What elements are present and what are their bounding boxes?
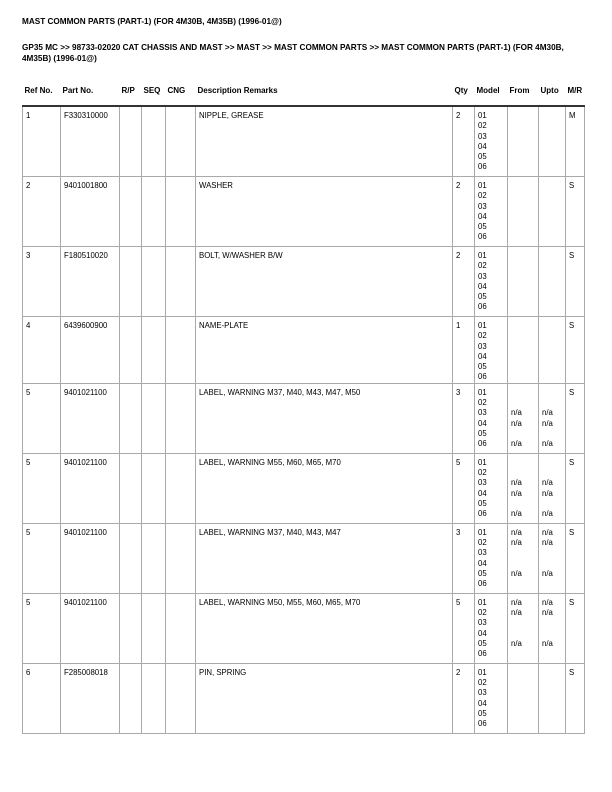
from-line [511, 292, 535, 302]
from-line: n/a [511, 597, 522, 607]
rp-cell [120, 593, 142, 663]
seq-cell [142, 523, 166, 593]
qty: 2 [453, 247, 475, 317]
model-line: 04 [478, 628, 487, 638]
model-line: 01 [478, 597, 487, 607]
from-line [511, 388, 535, 398]
mr: S [566, 177, 585, 247]
rp-cell [120, 247, 142, 317]
col-ref: Ref No. [23, 86, 61, 106]
mr: S [566, 383, 585, 453]
rp-cell [120, 663, 142, 733]
cng-cell [166, 453, 196, 523]
upto [539, 453, 566, 523]
description: BOLT, W/WASHER B/W [196, 247, 453, 317]
upto-line [542, 429, 562, 439]
from-line [511, 668, 535, 678]
model-line: 03 [478, 131, 487, 141]
from [508, 663, 539, 733]
from-line [511, 699, 535, 709]
rp-cell [120, 453, 142, 523]
cng-cell [166, 106, 196, 177]
table-row [23, 663, 585, 733]
from-line: n/a [511, 608, 522, 618]
parts-table [22, 86, 585, 734]
from [508, 383, 539, 453]
model-line: 01 [478, 527, 487, 537]
from-line [511, 121, 535, 131]
rp-cell [120, 523, 142, 593]
from-line: n/a [511, 408, 522, 418]
from-line [511, 342, 535, 352]
upto-line [542, 699, 562, 709]
from-line: n/a [511, 439, 522, 449]
from-line [511, 398, 535, 408]
mr: M [566, 106, 585, 177]
upto [539, 593, 566, 663]
col-part: Part No. [61, 86, 120, 106]
cng-cell [166, 593, 196, 663]
ref-no: 2 [23, 177, 61, 247]
model [475, 593, 508, 663]
from-line: n/a [511, 568, 522, 578]
part-no: 6439600900 [61, 317, 120, 384]
upto-line [542, 292, 562, 302]
ref-no: 3 [23, 247, 61, 317]
upto-line: n/a [542, 538, 553, 548]
from-line [511, 458, 535, 468]
model-line: 05 [478, 222, 487, 232]
qty: 2 [453, 106, 475, 177]
model-line: 02 [478, 398, 487, 408]
upto-line [542, 232, 562, 242]
upto-line [542, 121, 562, 131]
from-line: n/a [511, 488, 522, 498]
upto-line [542, 331, 562, 341]
upto-line [542, 222, 562, 232]
model-line: 06 [478, 372, 487, 382]
ref-no: 5 [23, 523, 61, 593]
upto-line [542, 272, 562, 282]
description: LABEL, WARNING M37, M40, M43, M47, M50 [196, 383, 453, 453]
from-line [511, 649, 535, 659]
model-line: 03 [478, 341, 487, 351]
table-row [23, 177, 585, 247]
from-line [511, 618, 535, 628]
model-line: 04 [478, 698, 487, 708]
model-line: 04 [478, 281, 487, 291]
upto [539, 317, 566, 384]
upto [539, 106, 566, 177]
qty: 3 [453, 383, 475, 453]
from-line [511, 629, 535, 639]
col-model: Model [475, 86, 508, 106]
part-no: F330310000 [61, 106, 120, 177]
upto [539, 523, 566, 593]
col-mr: M/R [566, 86, 585, 106]
upto-line [542, 678, 562, 688]
seq-cell [142, 317, 166, 384]
model-line: 06 [478, 579, 487, 589]
table-row [23, 523, 585, 593]
model-line: 04 [478, 211, 487, 221]
upto [539, 663, 566, 733]
qty: 3 [453, 523, 475, 593]
from-line [511, 132, 535, 142]
from-line [511, 321, 535, 331]
upto-line [542, 559, 562, 569]
col-desc: Description Remarks [196, 86, 453, 106]
model [475, 523, 508, 593]
model-line: 04 [478, 488, 487, 498]
model-line: 02 [478, 121, 487, 131]
model [475, 177, 508, 247]
from-line: n/a [511, 638, 522, 648]
model-line: 01 [478, 387, 487, 397]
model-line: 05 [478, 568, 487, 578]
from-line [511, 468, 535, 478]
table-row [23, 106, 585, 177]
from-line [511, 251, 535, 261]
model-line: 04 [478, 351, 487, 361]
model-line: 01 [478, 111, 487, 120]
from [508, 106, 539, 177]
from-line [511, 499, 535, 509]
mr: S [566, 317, 585, 384]
model-line: 03 [478, 408, 487, 418]
table-header [23, 86, 585, 106]
cng-cell [166, 177, 196, 247]
description: LABEL, WARNING M55, M60, M65, M70 [196, 453, 453, 523]
qty: 5 [453, 453, 475, 523]
model-line: 06 [478, 302, 487, 312]
from-line [511, 232, 535, 242]
upto-line [542, 352, 562, 362]
upto-line [542, 548, 562, 558]
upto-line [542, 251, 562, 261]
upto-line: n/a [542, 408, 553, 418]
from-line [511, 152, 535, 162]
seq-cell [142, 247, 166, 317]
model-line: 03 [478, 688, 487, 698]
from-line [511, 181, 535, 191]
from-line: n/a [511, 418, 522, 428]
description: LABEL, WARNING M50, M55, M60, M65, M70 [196, 593, 453, 663]
upto-line [542, 579, 562, 589]
upto-line [542, 302, 562, 312]
from-line [511, 362, 535, 372]
upto-line [542, 142, 562, 152]
model-line: 02 [478, 678, 487, 688]
mr: S [566, 247, 585, 317]
upto [539, 247, 566, 317]
seq-cell [142, 106, 166, 177]
upto-line [542, 398, 562, 408]
from-line [511, 302, 535, 312]
page-title: MAST COMMON PARTS (PART-1) (FOR 4M30B, 4M35B) (1996-01@) [22, 17, 282, 26]
upto-line [542, 458, 562, 468]
from-line [511, 202, 535, 212]
upto [539, 177, 566, 247]
from-line [511, 429, 535, 439]
model-line: 02 [478, 261, 487, 271]
qty: 2 [453, 663, 475, 733]
cng-cell [166, 247, 196, 317]
part-no: 9401001800 [61, 177, 120, 247]
table-row [23, 593, 585, 663]
model-line: 02 [478, 331, 487, 341]
upto-line [542, 162, 562, 172]
model-line: 05 [478, 498, 487, 508]
from [508, 247, 539, 317]
from-line [511, 579, 535, 589]
breadcrumb: GP35 MC >> 98733-02020 CAT CHASSIS AND MAST >> MAST >> MAST COMMON PARTS >> MAST COMMON PARTS (PART-1) (FOR 4M30B, 4M35B) (1996-01@) [22, 43, 564, 63]
upto-line: n/a [542, 488, 553, 498]
upto-line [542, 261, 562, 271]
upto-line [542, 132, 562, 142]
from-line [511, 261, 535, 271]
from-line [511, 111, 535, 121]
model [475, 106, 508, 177]
seq-cell [142, 177, 166, 247]
ref-no: 1 [23, 106, 61, 177]
model-line: 02 [478, 538, 487, 548]
upto-line: n/a [542, 509, 553, 519]
upto-line [542, 688, 562, 698]
cng-cell [166, 663, 196, 733]
from-line [511, 548, 535, 558]
from-line [511, 162, 535, 172]
upto-line: n/a [542, 418, 553, 428]
model-line: 01 [478, 321, 487, 330]
mr: S [566, 453, 585, 523]
upto-line [542, 321, 562, 331]
upto-line [542, 202, 562, 212]
from-line [511, 191, 535, 201]
model [475, 663, 508, 733]
upto [539, 383, 566, 453]
from [508, 177, 539, 247]
ref-no: 6 [23, 663, 61, 733]
table-row [23, 383, 585, 453]
part-no: 9401021100 [61, 383, 120, 453]
model-line: 04 [478, 418, 487, 428]
upto-line [542, 649, 562, 659]
cng-cell [166, 383, 196, 453]
from-line: n/a [511, 478, 522, 488]
description: PIN, SPRING [196, 663, 453, 733]
seq-cell [142, 453, 166, 523]
upto-line [542, 191, 562, 201]
seq-cell [142, 383, 166, 453]
model [475, 247, 508, 317]
rp-cell [120, 317, 142, 384]
description: WASHER [196, 177, 453, 247]
upto-line: n/a [542, 439, 553, 449]
from-line [511, 559, 535, 569]
rp-cell [120, 106, 142, 177]
model-line: 03 [478, 201, 487, 211]
from-line [511, 222, 535, 232]
upto-line [542, 372, 562, 382]
model-line: 06 [478, 719, 487, 729]
col-seq: SEQ [142, 86, 166, 106]
upto-line [542, 719, 562, 729]
model-line: 01 [478, 181, 487, 190]
description: LABEL, WARNING M37, M40, M43, M47 [196, 523, 453, 593]
ref-no: 5 [23, 383, 61, 453]
from [508, 523, 539, 593]
upto-line [542, 111, 562, 121]
from-line [511, 719, 535, 729]
model-line: 06 [478, 509, 487, 519]
from-line: n/a [511, 527, 522, 537]
seq-cell [142, 593, 166, 663]
model-line: 05 [478, 292, 487, 302]
description: NIPPLE, GREASE [196, 106, 453, 177]
model-line: 04 [478, 141, 487, 151]
model-line: 05 [478, 152, 487, 162]
table-row [23, 317, 585, 384]
ref-no: 4 [23, 317, 61, 384]
upto-line [542, 618, 562, 628]
upto-line [542, 388, 562, 398]
part-no: F180510020 [61, 247, 120, 317]
description: NAME-PLATE [196, 317, 453, 384]
upto-line [542, 629, 562, 639]
from-line [511, 272, 535, 282]
upto-line [542, 709, 562, 719]
model-line: 01 [478, 667, 487, 677]
mr: S [566, 663, 585, 733]
seq-cell [142, 663, 166, 733]
model-line: 02 [478, 468, 487, 478]
upto-line [542, 212, 562, 222]
upto-line: n/a [542, 527, 553, 537]
col-from: From [508, 86, 539, 106]
model-line: 06 [478, 439, 487, 449]
model [475, 453, 508, 523]
model-line: 01 [478, 457, 487, 467]
model-line: 06 [478, 649, 487, 659]
model-line: 03 [478, 271, 487, 281]
upto-line [542, 668, 562, 678]
mr: S [566, 593, 585, 663]
from-line [511, 678, 535, 688]
upto-line: n/a [542, 568, 553, 578]
col-qty: Qty [453, 86, 475, 106]
model-line: 05 [478, 428, 487, 438]
model-line: 03 [478, 548, 487, 558]
upto-line [542, 362, 562, 372]
upto-line [542, 342, 562, 352]
model-line: 06 [478, 232, 487, 242]
table-row [23, 247, 585, 317]
rp-cell [120, 383, 142, 453]
part-no: F285008018 [61, 663, 120, 733]
model [475, 383, 508, 453]
model-line: 05 [478, 638, 487, 648]
col-upto: Upto [539, 86, 566, 106]
upto-line: n/a [542, 597, 553, 607]
model-line: 05 [478, 362, 487, 372]
upto-line: n/a [542, 478, 553, 488]
upto-line [542, 499, 562, 509]
model [475, 317, 508, 384]
ref-no: 5 [23, 593, 61, 663]
model-line: 06 [478, 162, 487, 172]
qty: 5 [453, 593, 475, 663]
ref-no: 5 [23, 453, 61, 523]
col-rp: R/P [120, 86, 142, 106]
from [508, 317, 539, 384]
model-line: 05 [478, 708, 487, 718]
model-line: 02 [478, 608, 487, 618]
from-line: n/a [511, 538, 522, 548]
from-line [511, 282, 535, 292]
cng-cell [166, 317, 196, 384]
part-no: 9401021100 [61, 453, 120, 523]
from-line [511, 352, 535, 362]
from-line [511, 709, 535, 719]
upto-line [542, 282, 562, 292]
from-line [511, 372, 535, 382]
from-line [511, 142, 535, 152]
part-no: 9401021100 [61, 523, 120, 593]
table-row [23, 453, 585, 523]
upto-line [542, 468, 562, 478]
cng-cell [166, 523, 196, 593]
upto-line: n/a [542, 608, 553, 618]
model-line: 02 [478, 191, 487, 201]
model-line: 03 [478, 478, 487, 488]
model-line: 04 [478, 558, 487, 568]
rp-cell [120, 177, 142, 247]
model-line: 01 [478, 251, 487, 260]
qty: 2 [453, 177, 475, 247]
mr: S [566, 523, 585, 593]
from [508, 593, 539, 663]
qty: 1 [453, 317, 475, 384]
col-cng: CNG [166, 86, 196, 106]
model-line: 03 [478, 618, 487, 628]
from-line [511, 331, 535, 341]
upto-line [542, 181, 562, 191]
from-line: n/a [511, 509, 522, 519]
from [508, 453, 539, 523]
upto-line: n/a [542, 638, 553, 648]
part-no: 9401021100 [61, 593, 120, 663]
upto-line [542, 152, 562, 162]
from-line [511, 688, 535, 698]
from-line [511, 212, 535, 222]
